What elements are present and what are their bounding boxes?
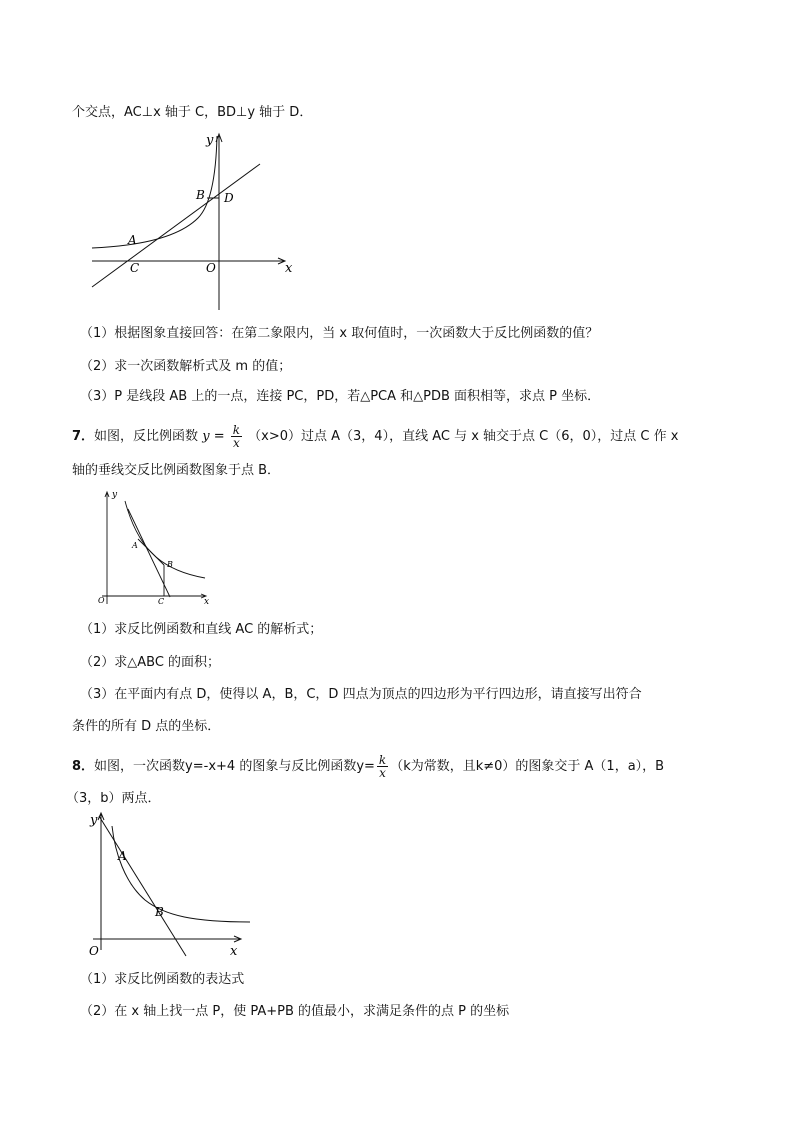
q7-stem-b: （x>0）过点 A（3，4），直线 AC 与 x 轴交于点 C（6，0），过点 C 作 x [248,429,679,444]
fig2-label-b: B [167,560,173,569]
q7-stem-c: 轴的垂线交反比例函数图象于点 B． [72,463,281,478]
fig1-line [92,164,260,287]
fig3-line [99,816,186,956]
q7-part3b: 条件的所有 D 点的坐标． [72,719,221,734]
fig2-line-ab [138,539,164,565]
fig1-label-b: B [196,188,205,202]
q7-frac-den: x [232,436,240,450]
fig1-label-d: D [224,191,234,205]
q7-eq: = [209,429,229,444]
fig2-label-c: C [158,597,165,606]
q7-stem-a: 如图，反比例函数 [94,429,199,444]
q8-frac-num: k [378,753,387,767]
intro-line: 个交点，AC⊥x 轴于 C，BD⊥y 轴于 D． [72,105,313,120]
figure-1 [88,128,308,313]
q7-part1: （1）求反比例函数和直线 AC 的解析式； [80,622,323,637]
fig3-label-y: y [90,813,98,828]
q8-number: 8． [72,759,95,774]
fig3-label-o: O [89,944,99,958]
fig1-label-x: x [285,261,293,276]
q8-stem-b: （k为常数，且k≠0）的图象交于 A（1，a），B [390,759,665,774]
fig1-label-o: O [206,261,216,275]
fig3-label-x: x [230,944,238,959]
fig1-label-y: y [206,133,214,148]
q7-func-y: y [202,429,210,444]
q8-stem-a: 如图，一次函数y=-x+4 的图象与反比例函数y= [94,759,375,774]
fig2-label-y: y [112,490,118,500]
q8-stem-c: （3，b）两点． [66,791,161,806]
fig1-label-a: A [128,233,137,247]
fig2-curve [125,501,205,578]
q8-stem-line1 [72,754,664,779]
q7-part3a: （3）在平面内有点 D，使得以 A，B，C，D 四点为顶点的四边形为平行四边形，请直接写出符合 [80,687,642,702]
fig2-label-a: A [132,541,138,550]
q7-frac-num: k [232,423,241,437]
q8-fraction [377,754,388,779]
q7-fraction [231,424,242,449]
fig2-label-o: O [98,596,105,605]
figure-3 [85,808,255,958]
q7-part2: （2）求△ABC 的面积； [80,655,221,670]
fig1-label-c: C [130,261,140,275]
q8-frac-den: x [379,766,386,780]
fig3-label-b: B [155,905,164,919]
q8-part2: （2）在 x 轴上找一点 P，使 PA+PB 的值最小，求满足条件的点 P 的坐标 [80,1004,510,1019]
q7-stem-line1 [72,424,678,449]
figure-2 [90,487,220,607]
q8-part1: （1）求反比例函数的表达式 [80,972,245,987]
fig3-label-a: A [118,849,127,863]
fig3-curve [112,826,250,922]
q6-part3: （3）P 是线段 AB 上的一点，连接 PC，PD，若△PCA 和△PDB 面积相等，求点 P 坐标． [80,389,601,404]
q6-part2: （2）求一次函数解析式及 m 的值； [80,359,292,374]
fig2-label-x: x [204,597,210,607]
q6-part1: （1）根据图象直接回答：在第二象限内，当 x 取何值时，一次函数大于反比例函数的值？ [80,326,599,341]
q7-number: 7． [72,429,95,444]
